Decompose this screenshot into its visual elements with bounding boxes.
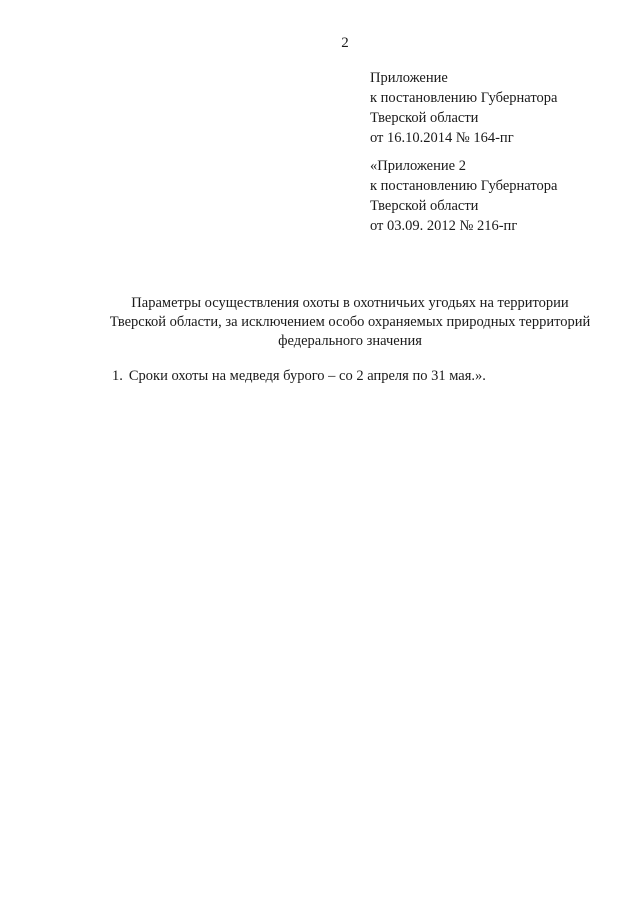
page-number: 2 <box>341 35 349 51</box>
appendix-line: от 16.10.2014 № 164-пг <box>370 130 514 146</box>
appendix-line: к постановлению Губернатора <box>370 90 558 106</box>
title-line: Тверской области, за исключением особо охраняемых природных территорий <box>109 314 591 330</box>
title-line: федерального значения <box>278 333 422 349</box>
appendix-line: Тверской области <box>370 198 479 214</box>
appendix-line: Тверской области <box>370 110 479 126</box>
appendix-line: Приложение <box>370 70 448 86</box>
list-item-number: 1. <box>112 368 123 384</box>
title-line: Параметры осуществления охоты в охотничьих угодьях на территории <box>131 295 569 311</box>
list-item <box>112 367 486 386</box>
document-title <box>90 294 610 351</box>
appendix-line: «Приложение 2 <box>370 158 466 174</box>
appendix-line: к постановлению Губернатора <box>370 178 558 194</box>
appendix-header-current <box>370 68 557 148</box>
appendix-header-previous <box>370 156 557 236</box>
appendix-line: от 03.09. 2012 № 216-пг <box>370 218 518 234</box>
list-item-text: Сроки охоты на медведя бурого – со 2 апреля по 31 мая.». <box>128 368 486 384</box>
